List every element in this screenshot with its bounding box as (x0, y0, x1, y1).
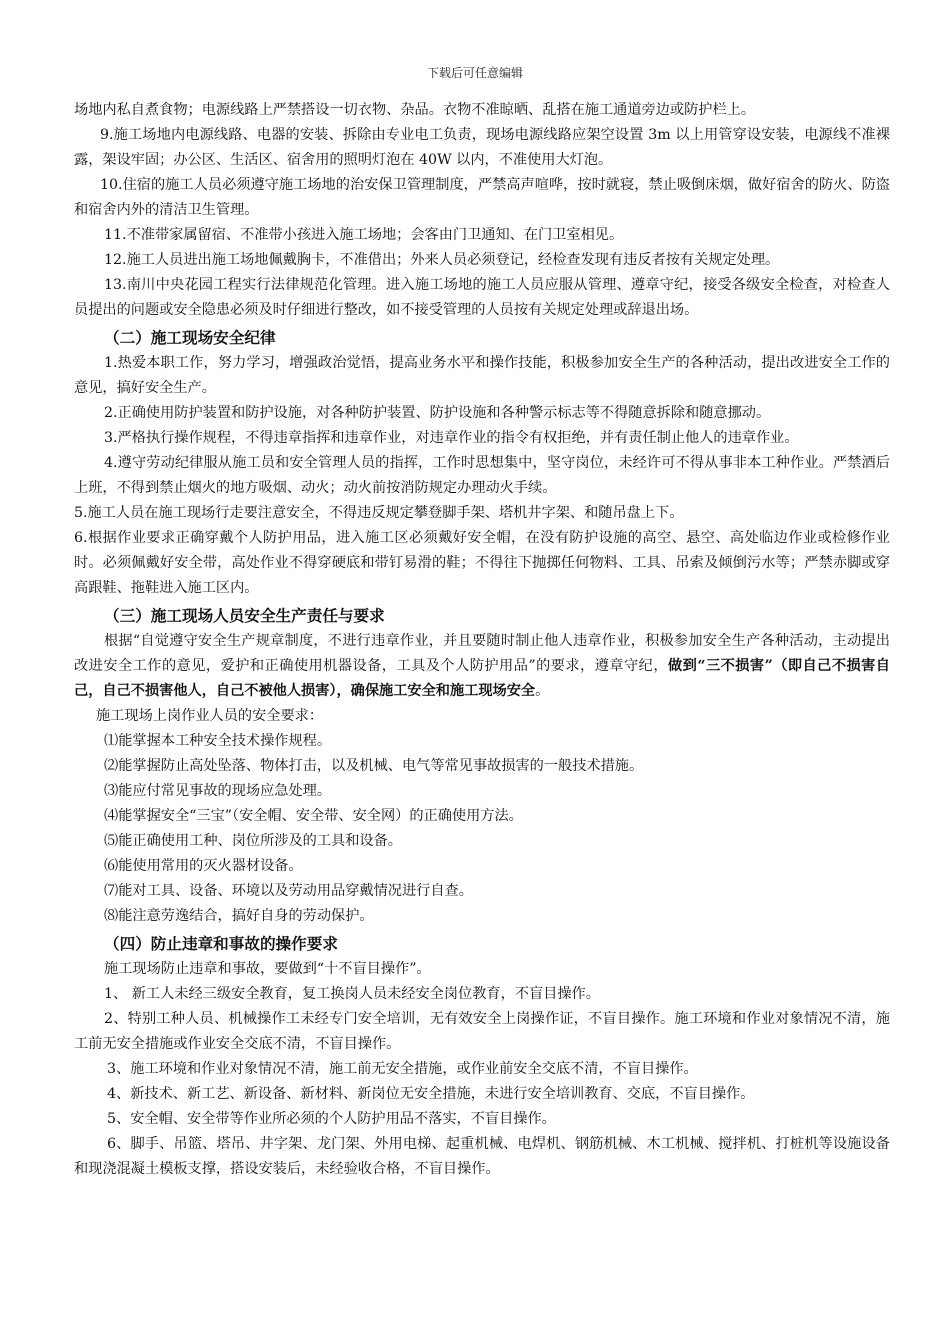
operation-item-5: 5、安全帽、安全带等作业所必须的个人防护用品不落实，不盲目操作。 (107, 1111, 556, 1127)
rule-9: 9.施工场地内电源线路、电器的安装、拆除由专业电工负责，现场电源线路应架空设置 3m 以上用管穿设安装，电源线不准裸露，架设牢固；办公区、生活区、宿舍用的照明灯泡在 40W 以内，不准使用大灯泡。 (74, 127, 890, 168)
requirements-lead: 施工现场上岗作业人员的安全要求： (96, 708, 324, 724)
discipline-item-1: 1.热爱本职工作，努力学习，增强政治觉悟，提高业务水平和操作技能，积极参加安全生产的各种活动，提出改进安全工作的意见，搞好安全生产。 (74, 355, 890, 396)
rule-12: 12.施工人员进出施工场地佩戴胸卡，不准借出；外来人员必须登记，经检查发现有违反者按有关规定处理。 (104, 252, 780, 268)
requirement-item: ⑹能使用常用的灭火器材设备。 (104, 858, 303, 874)
requirements-list (74, 729, 890, 929)
intro-text: 根据“自觉遵守安全生产规章制度，不进行违章作业，并且要随时制止他人违章作业，积极参加安全生产各种活动，主动提出改进安全工作的意见，爱护和正确使用机器设备，工具及个人防护用品”的要求，遵章守纪， (74, 633, 890, 674)
document-body (74, 98, 890, 1182)
discipline-item-2: 2.正确使用防护装置和防护设施，对各种防护装置、防护设施和各种警示标志等不得随意拆除和随意挪动。 (104, 405, 771, 421)
operation-item-1: 1、 新工人未经三级安全教育，复工换岗人员未经安全岗位教育，不盲目操作。 (104, 986, 600, 1002)
requirement-item: ⑺能对工具、设备、环境以及劳动用品穿戴情况进行自查。 (104, 883, 473, 899)
discipline-item-6: 6.根据作业要求正确穿戴个人防护用品，进入施工区必须戴好安全帽，在没有防护设施的高空、悬空、高处临边作业或检修作业时。必须佩戴好安全带，高处作业不得穿硬底和带钉易滑的鞋；不得往下抛掷任何物料、工具、吊索及倾倒污水等；严禁赤脚或穿高跟鞋、拖鞋进入施工区内。 (74, 530, 890, 596)
requirement-item: ⑵能掌握防止高处坠落、物体打击，以及机械、电气等常见事故损害的一般技术措施。 (104, 758, 644, 774)
requirement-item: ⑸能正确使用工种、岗位所涉及的工具和设备。 (104, 833, 402, 849)
page-header: 下载后可任意编辑 (426, 66, 523, 80)
requirement-item: ⑷能掌握安全“三宝”（安全帽、安全带、安全网）的正确使用方法。 (104, 808, 523, 824)
requirement-item: ⑻能注意劳逸结合，搞好自身的劳动保护。 (104, 908, 374, 924)
requirement-item: ⑴能掌握本工种安全技术操作规程。 (104, 733, 332, 749)
rule-11: 11.不准带家属留宿、不准带小孩进入施工场地；会客由门卫通知、在门卫室相见。 (104, 227, 624, 243)
operation-item-3: 3、施工环境和作业对象情况不清，施工前无安全措施，或作业前安全交底不清，不盲目操作。 (107, 1061, 698, 1077)
discipline-item-5: 5.施工人员在施工现场行走要注意安全，不得违反规定攀登脚手架、塔机井字架、和随吊盘上下。 (74, 505, 684, 521)
responsibility-intro (74, 629, 890, 704)
discipline-item-3: 3.严格执行操作规程，不得违章指挥和违章作业，对违章作业的指令有权拒绝，并有责任制止他人的违章作业。 (104, 430, 799, 446)
section-3-heading: （三）施工现场人员安全生产责任与要求 (104, 607, 385, 625)
operation-item-2: 2、特别工种人员、机械操作工未经专门安全培训，无有效安全上岗操作证，不盲目操作。施工环境和作业对象情况不清，施工前无安全措施或作业安全交底不清，不盲目操作。 (74, 1011, 890, 1052)
operation-lead: 施工现场防止违章和事故，要做到“十不盲目操作”。 (104, 961, 431, 977)
rule-10: 10.住宿的施工人员必须遵守施工场地的治安保卫管理制度，严禁高声喧哗，按时就寝，禁止吸倒床烟，做好宿舍的防火、防盗和宿舍内外的清洁卫生管理。 (74, 177, 890, 218)
operation-item-6: 6、脚手、吊篮、塔吊、井字架、龙门架、外用电梯、起重机械、电焊机、钢筋机械、木工机械、搅拌机、打桩机等设施设备和现浇混凝土模板支撑，搭设安装后，未经验收合格，不盲目操作。 (74, 1136, 890, 1177)
section-4-heading: （四）防止违章和事故的操作要求 (104, 935, 338, 953)
rule-13: 13.南川中央花园工程实行法律规范化管理。进入施工场地的施工人员应服从管理、遵章守纪，接受各级安全检查，对检查人员提出的问题或安全隐患必须及时仔细进行整改，如不接受管理的人员按有关规定处理或辞退出场。 (74, 277, 890, 318)
intro-bold-text: 做到“三不损害”（即自己不损害自己，自己不损害他人，自己不被他人损害），确保施工安全和施工现场安全 (74, 658, 890, 699)
requirement-item: ⑶能应付常见事故的现场应急处理。 (104, 783, 332, 799)
section-2-heading: （二）施工现场安全纪律 (104, 329, 276, 347)
paragraph-continuation: 场地内私自煮食物；电源线路上严禁搭设一切衣物、杂品。衣物不准晾晒、乱搭在施工通道旁边或防护栏上。 (74, 102, 756, 118)
operation-item-4: 4、新技术、新工艺、新设备、新材料、新岗位无安全措施，未进行安全培训教育、交底，不盲目操作。 (107, 1086, 755, 1102)
discipline-item-4: 4.遵守劳动纪律服从施工员和安全管理人员的指挥，工作时思想集中，坚守岗位，未经许可不得从事非本工种作业。严禁酒后上班，不得到禁止烟火的地方吸烟、动火；动火前按消防规定办理动火手续。 (74, 455, 890, 496)
intro-end: 。 (535, 683, 550, 699)
